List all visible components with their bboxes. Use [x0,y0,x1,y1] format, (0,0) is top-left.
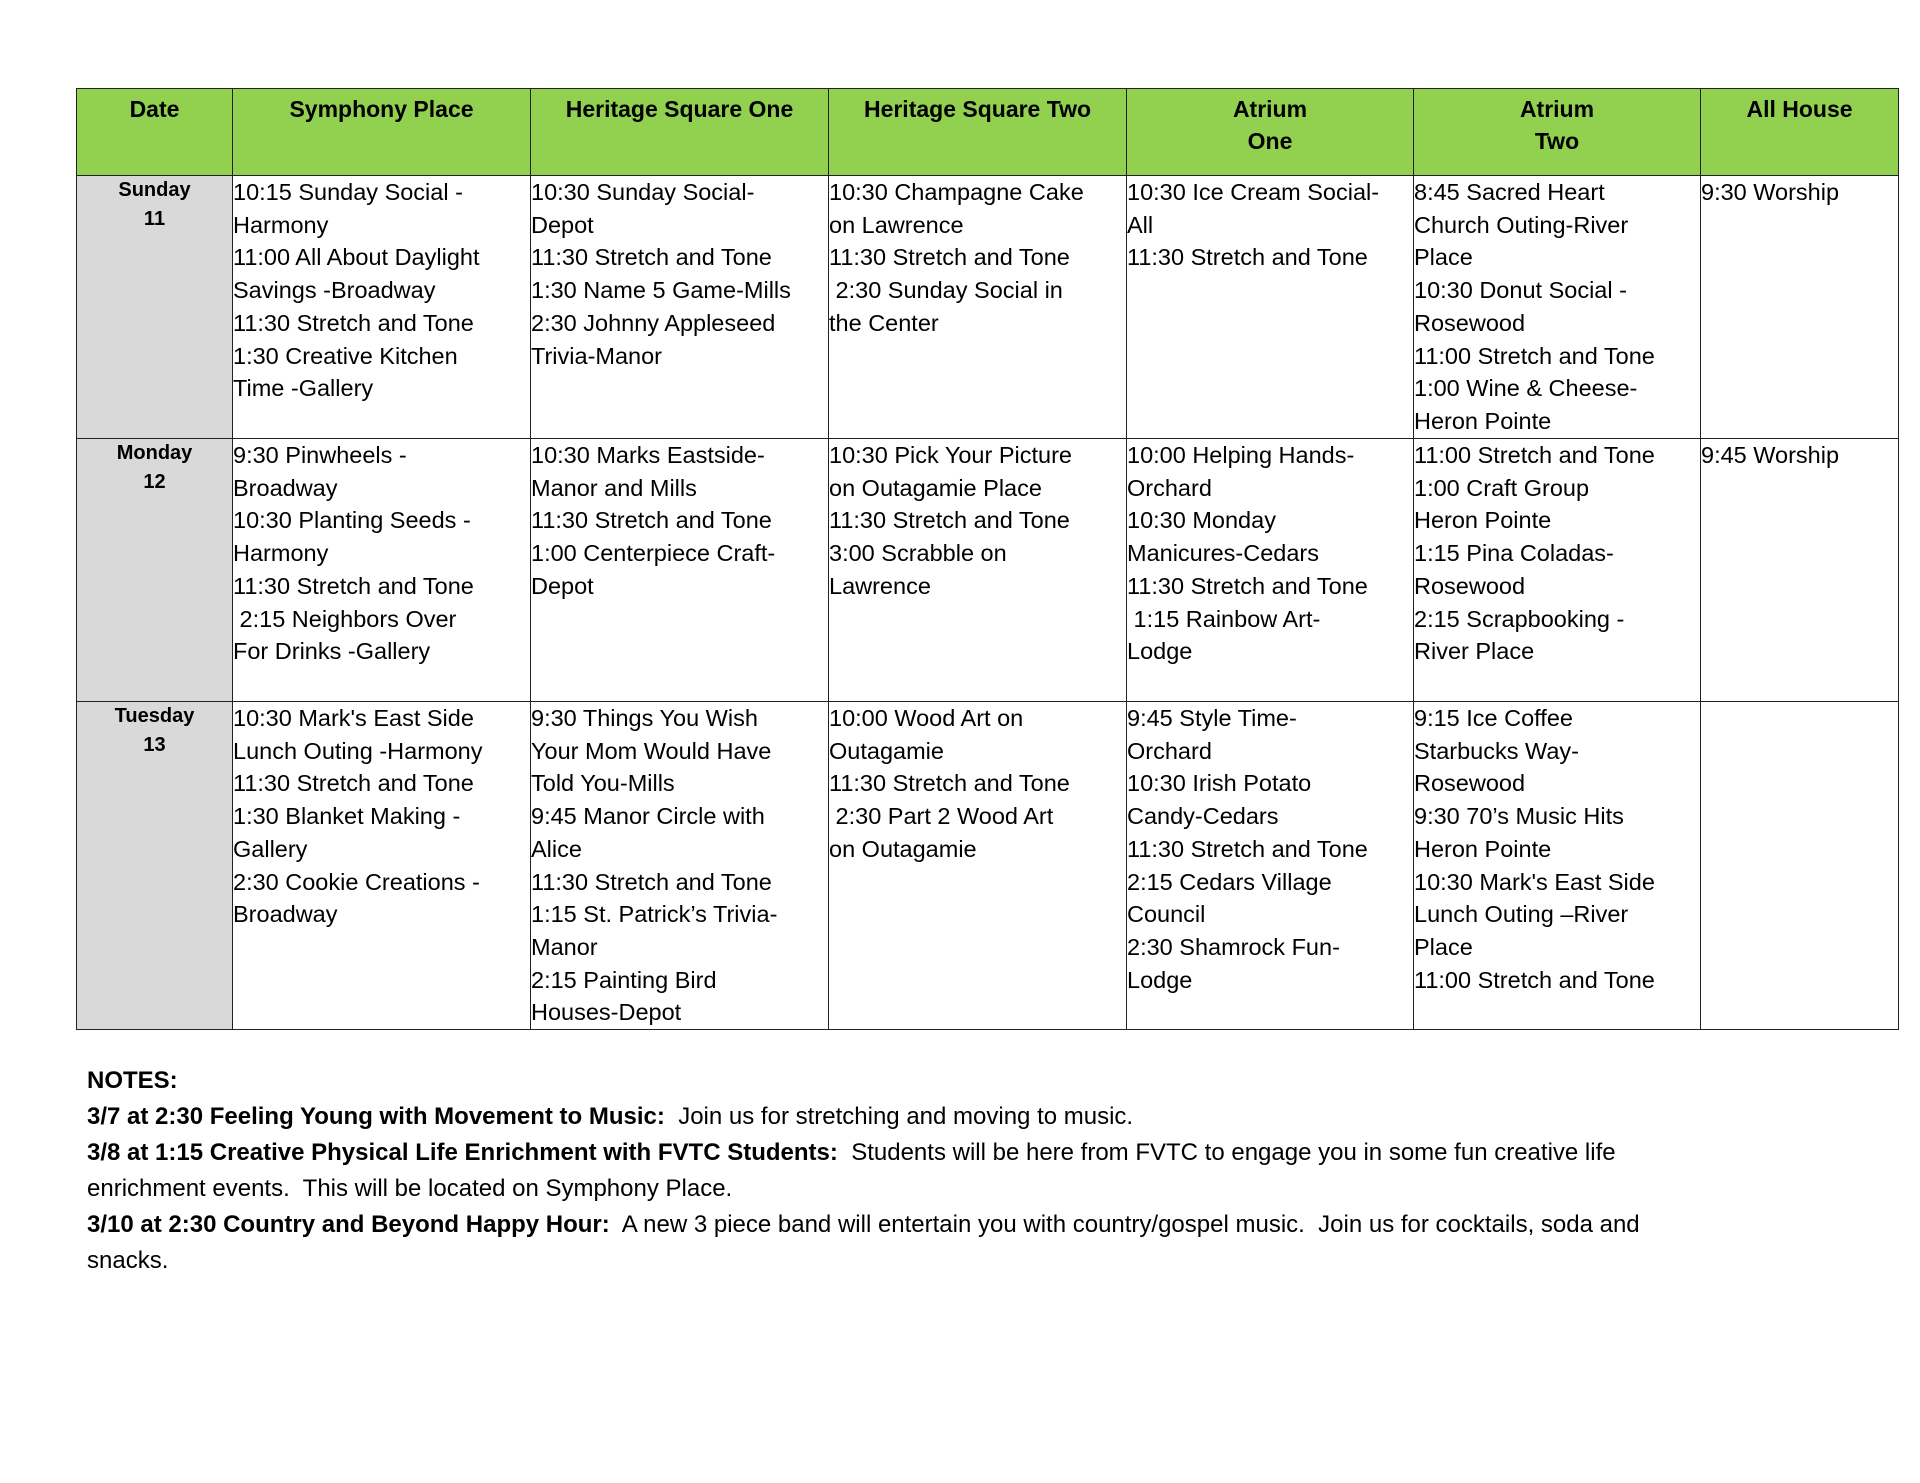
activity-line: Houses-Depot [531,999,682,1026]
activity-line: Heron Pointe [1414,407,1552,434]
activity-line: 11:30 Stretch and Tone [1127,572,1368,599]
note-2-text-line1: Students will be here from FVTC to engage you in some fun creative life [837,1139,1616,1166]
activity-line: 10:30 Monday [1127,507,1276,534]
activity-line: Depot [531,211,594,238]
note-3-title: 3/10 at 2:30 Country and Beyond Happy Hour: [87,1211,610,1238]
header-heritage-square-two: Heritage Square Two [829,89,1127,176]
activity-cell-all-house [1701,439,1899,702]
day-cell [77,702,233,1030]
activity-line: 10:30 Pick Your Picture [829,442,1072,468]
note-2-text-line2: enrichment events. This will be located on Symphony Place. [87,1175,733,1202]
day-date: 12 [143,471,166,493]
day-date: 13 [143,734,166,756]
day-cell [77,439,233,702]
activity-line: Rosewood [1414,770,1526,797]
schedule-row-monday [77,439,1899,702]
activity-line: Outagamie [829,737,944,764]
activity-line: 2:30 Cookie Creations - [233,868,480,895]
activity-line: Starbucks Way- [1414,737,1579,764]
activity-line: 11:30 Stretch and Tone [1127,244,1368,271]
activity-line: Council [1127,901,1206,928]
activity-line: 11:30 Stretch and Tone [829,507,1070,534]
activity-line: 1:30 Blanket Making - [233,803,461,830]
activity-cell-all-house [1701,702,1899,1030]
notes-heading: NOTES: [87,1067,178,1094]
activity-line: Time -Gallery [233,375,374,402]
activity-line: 10:30 Mark's East Side [233,705,474,731]
activity-line: 9:30 70’s Music Hits [1414,803,1624,830]
activity-line: Place [1414,244,1473,271]
activity-line: 2:30 Johnny Appleseed [531,309,776,336]
activity-line: River Place [1414,638,1535,665]
activity-line: 1:30 Name 5 Game-Mills [531,277,791,304]
activity-line: 1:00 Craft Group [1414,474,1590,501]
day-date: 11 [143,208,166,230]
note-3-text-line1: A new 3 piece band will entertain you with country/gospel music. Join us for cocktails, soda and [609,1211,1640,1238]
activity-cell-atrium-one [1127,439,1414,702]
activity-line: 3:00 Scrabble on [829,540,1007,567]
activity-cell-heritage-two [829,702,1127,1030]
activity-cell-atrium-one [1127,702,1414,1030]
header-heritage-square-one: Heritage Square One [531,89,829,176]
activity-line: All [1127,211,1154,238]
schedule-row-tuesday [77,702,1899,1030]
activity-line: 11:30 Stretch and Tone [531,244,772,271]
activity-line: Broadway [233,474,338,501]
activity-line: Harmony [233,540,329,567]
note-1 [87,1099,1847,1135]
activity-line: For Drinks -Gallery [233,638,431,665]
notes-section [87,1063,1847,1279]
activity-line: 9:45 Worship [1701,442,1840,468]
activity-line: 2:30 Part 2 Wood Art [829,803,1054,830]
activity-line: 10:30 Sunday Social- [531,179,755,205]
activity-line: 1:30 Creative Kitchen [233,342,458,369]
activity-line: Lunch Outing –River [1414,901,1629,928]
activity-line: Lawrence [829,572,931,599]
activity-cell-symphony [233,176,531,439]
schedule-row-sunday [77,176,1899,439]
activity-line: Lodge [1127,638,1193,665]
activity-line: Rosewood [1414,572,1526,599]
activity-cell-heritage-two [829,176,1127,439]
activity-cell-atrium-one [1127,176,1414,439]
header-symphony-place: Symphony Place [233,89,531,176]
activity-line: 9:15 Ice Coffee [1414,705,1573,731]
note-2-title: 3/8 at 1:15 Creative Physical Life Enrichment with FVTC Students: [87,1139,838,1166]
activity-line: Place [1414,933,1473,960]
header-date: Date [77,89,233,176]
activity-line: the Center [829,309,939,336]
activity-line: Told You-Mills [531,770,675,797]
activity-line: Heron Pointe [1414,835,1552,862]
activity-line: on Lawrence [829,211,964,238]
activity-line: Manicures-Cedars [1127,540,1319,567]
header-atrium-two-line2: Two [1534,128,1580,154]
activity-line: Harmony [233,211,329,238]
activity-line: Trivia-Manor [531,342,663,369]
activity-line: on Outagamie Place [829,474,1042,501]
activity-line: 11:00 Stretch and Tone [1414,442,1655,468]
activity-line: 11:30 Stretch and Tone [531,868,772,895]
header-atrium-one [1127,89,1414,176]
day-cell [77,176,233,439]
activity-line: 2:15 Scrapbooking - [1414,605,1625,632]
activity-line: 10:30 Marks Eastside- [531,442,765,468]
activity-line: 9:45 Manor Circle with [531,803,765,830]
activity-line: Alice [531,835,582,862]
activity-line: 11:30 Stretch and Tone [829,244,1070,271]
activity-line: Heron Pointe [1414,507,1552,534]
note-1-title: 3/7 at 2:30 Feeling Young with Movement to Music: [87,1103,665,1130]
activity-line: Manor [531,933,598,960]
activity-line: 10:30 Irish Potato [1127,770,1312,797]
activity-line: 10:30 Mark's East Side [1414,868,1655,895]
header-atrium-two [1414,89,1701,176]
activity-line: 1:15 Pina Coladas- [1414,540,1614,567]
activity-line: Your Mom Would Have [531,737,772,764]
activity-line: Savings -Broadway [233,277,436,304]
note-2 [87,1135,1847,1207]
activity-line: 11:30 Stretch and Tone [233,770,474,797]
activity-line: 11:00 Stretch and Tone [1414,966,1655,993]
activity-line: Church Outing-River [1414,211,1629,238]
activity-cell-atrium-two [1414,176,1701,439]
activity-line: 1:15 Rainbow Art- [1127,605,1321,632]
activity-line: Depot [531,572,594,599]
day-name: Sunday [118,179,191,201]
activity-cell-heritage-two [829,439,1127,702]
activity-line: Orchard [1127,474,1212,501]
activity-line: 11:00 All About Daylight [233,244,480,271]
activity-line: 9:30 Pinwheels - [233,442,407,468]
activity-line: 10:30 Ice Cream Social- [1127,179,1380,205]
header-all-house: All House [1701,89,1899,176]
header-row [77,89,1899,176]
activity-line: Rosewood [1414,309,1526,336]
activity-line: Lodge [1127,966,1193,993]
activity-line: Candy-Cedars [1127,803,1279,830]
activity-line: Orchard [1127,737,1212,764]
activity-line: 10:30 Champagne Cake [829,179,1084,205]
activity-line: 10:30 Donut Social - [1414,277,1627,304]
activity-cell-atrium-two [1414,439,1701,702]
activity-schedule-table [76,88,1899,1030]
activity-line: 9:45 Style Time- [1127,705,1297,731]
activity-line: 2:15 Cedars Village [1127,868,1332,895]
activity-line: Gallery [233,835,308,862]
activity-line: Manor and Mills [531,474,697,501]
activity-line: 1:00 Wine & Cheese- [1414,375,1638,402]
activity-line: Lunch Outing -Harmony [233,737,483,764]
activity-line: 2:30 Sunday Social in [829,277,1063,304]
activity-cell-heritage-one [531,439,829,702]
day-name: Monday [116,442,193,464]
activity-line: 11:30 Stretch and Tone [1127,835,1368,862]
activity-line: 10:30 Planting Seeds - [233,507,471,534]
activity-line: 2:15 Neighbors Over [233,605,457,632]
activity-line: 11:30 Stretch and Tone [233,572,474,599]
activity-line: 1:00 Centerpiece Craft- [531,540,776,567]
day-name: Tuesday [114,705,195,727]
activity-cell-atrium-two [1414,702,1701,1030]
note-1-text: Join us for stretching and moving to music. [664,1103,1134,1130]
activity-line: 11:30 Stretch and Tone [829,770,1070,797]
activity-line: 9:30 Things You Wish [531,705,758,731]
activity-line: 10:00 Wood Art on [829,705,1024,731]
note-3 [87,1207,1847,1279]
schedule-body [77,176,1899,1030]
activity-line: 11:30 Stretch and Tone [531,507,772,534]
activity-line: 2:30 Shamrock Fun- [1127,933,1340,960]
activity-line: 11:00 Stretch and Tone [1414,342,1655,369]
activity-line: 8:45 Sacred Heart [1414,179,1605,205]
header-atrium-two-line1: Atrium [1519,96,1595,122]
activity-cell-all-house [1701,176,1899,439]
activity-line: 1:15 St. Patrick’s Trivia- [531,901,778,928]
activity-cell-heritage-one [531,702,829,1030]
activity-cell-heritage-one [531,176,829,439]
activity-line: 10:15 Sunday Social - [233,179,463,205]
activity-cell-symphony [233,439,531,702]
note-3-text-line2: snacks. [87,1247,169,1274]
activity-line: 10:00 Helping Hands- [1127,442,1355,468]
header-atrium-one-line1: Atrium [1232,96,1308,122]
header-atrium-one-line2: One [1247,128,1293,154]
activity-line: on Outagamie [829,835,977,862]
activity-line: 2:15 Painting Bird [531,966,717,993]
activity-line: 9:30 Worship [1701,179,1840,205]
activity-line: Broadway [233,901,338,928]
activity-cell-symphony [233,702,531,1030]
activity-line: 11:30 Stretch and Tone [233,309,474,336]
